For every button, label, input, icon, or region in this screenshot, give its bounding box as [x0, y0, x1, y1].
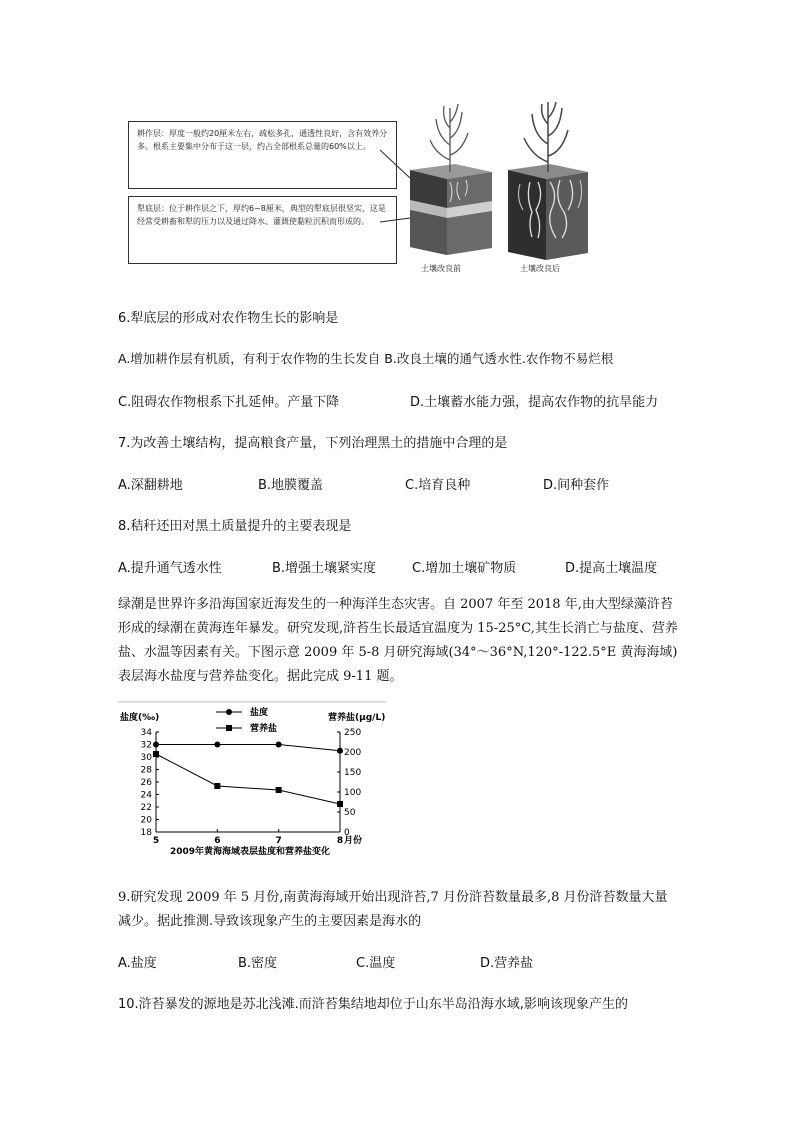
- question-7-option-b: B.地膜覆盖: [258, 478, 324, 493]
- plowpan-layer-textbox: [128, 196, 397, 264]
- left-tick-label: 32: [140, 740, 152, 751]
- plow-layer-text: 耕作层：厚度一般约20厘米左右，疏松多孔，通透性良好，含有效养分多。根系主要集中分布于这一层，约占全部根系总量的60%以上。: [137, 129, 388, 151]
- right-tick-label: 100: [344, 788, 362, 798]
- question-8-option-a: A.提升通气透水性: [118, 561, 222, 576]
- salinity-point: [276, 742, 282, 748]
- soil-block-before: [410, 164, 492, 255]
- left-tick-label: 22: [140, 803, 152, 813]
- question-8-option-d: D.提高土壤温度: [565, 561, 658, 576]
- x-tick-label: 7: [275, 836, 282, 846]
- chart-title: 2009年黄海海域表层盐度和营养盐变化: [169, 847, 331, 857]
- left-tick-label: 20: [140, 815, 152, 826]
- question-7-option-c: C.培育良种: [405, 478, 471, 493]
- left-tick-label: 18: [140, 828, 152, 838]
- green-tide-intro: 绿潮是世界许多沿海国家近海发生的一种海洋生态灾害。自 2007 年至 2018 年,由大型绿藻浒苔形成的绿潮在黄海连年暴发。研究发现,浒苔生长最适宜温度为 15-25°C,其生长消亡与盐度、营养盐、水温等因素有关。下图示意 2009 年 5-8 月研究海域(34°～36°N,120°-122.5°E 黄海海域)表层海水盐度与营养盐变化。据此完成 9-11 题。: [118, 597, 678, 684]
- nutrient-point: [276, 787, 282, 793]
- right-tick-label: 50: [344, 808, 356, 818]
- caption-before: 土壤改良前: [421, 264, 461, 273]
- series-line-circle: [156, 745, 340, 751]
- legend-square-icon: [226, 725, 232, 731]
- legend-label: 盐度: [250, 708, 269, 718]
- corn-plant-after: [524, 102, 568, 172]
- right-tick-label: 0: [344, 828, 350, 838]
- left-tick-label: 24: [140, 790, 152, 801]
- question-7-option-a: A.深翻耕地: [118, 478, 183, 493]
- left-tick-label: 28: [140, 765, 152, 776]
- left-tick-label: 34: [140, 728, 152, 738]
- question-8: 8.秸秆还田对黑土质量提升的主要表现是: [118, 519, 352, 534]
- question-8-option-c: C.增加土壤矿物质: [412, 561, 517, 576]
- question-7: 7.为改善土壤结构，提高粮食产量，下列治理黑土的措施中合理的是: [118, 436, 508, 451]
- connector-line-top: [380, 150, 410, 178]
- left-tick-label: 26: [140, 778, 152, 788]
- series-line-square: [156, 754, 340, 804]
- salinity-point: [214, 742, 220, 748]
- question-9: 9.研究发现 2009 年 5 月份,南黄海海域开始出现浒苔,7 月份浒苔数量最多,8 月份浒苔数量大量减少。据此推测.导致该现象产生的主要因素是海水的: [118, 890, 668, 929]
- x-tick-label: 8: [336, 836, 344, 846]
- soil-block-after: [508, 164, 588, 260]
- question-10: 10.浒苔暴发的源地是苏北浅滩.而浒苔集结地却位于山东半岛沿海水域,影响该现象产生的: [118, 997, 628, 1012]
- nutrient-point: [153, 751, 159, 757]
- question-9-option-b: B.密度: [238, 956, 278, 971]
- right-axis-label: 营养盐(μg/L): [328, 713, 386, 723]
- left-axis-label: 盐度(‰): [120, 713, 160, 723]
- question-7-option-d: D.间种套作: [543, 478, 610, 493]
- nutrient-point: [214, 783, 220, 789]
- plow-layer-textbox: [128, 121, 397, 189]
- left-tick-label: 30: [140, 753, 152, 763]
- question-6-option-d: D.土壤蓄水能力强，提高农作物的抗旱能力: [410, 395, 659, 410]
- legend-circle-icon: [226, 709, 232, 715]
- question-9-option-a: A.盐度: [118, 956, 157, 971]
- plowpan-layer-text: 犁底层：位于耕作层之下，厚约6~8厘米，典型的犁底层很坚实，这是经常受耕畜和犁的压力以及通过降水、灌溉使黏粒沉积而形成的。: [137, 204, 386, 226]
- right-tick-label: 150: [344, 768, 362, 778]
- question-6-options-ab: A.增加耕作层有机质，有利于农作物的生长发自 B.改良土壤的通气透水性.农作物不易烂根: [118, 351, 614, 366]
- salinity-point: [337, 748, 343, 754]
- salinity-nutrient-chart: [118, 700, 388, 860]
- x-tick-label: 6: [214, 836, 221, 846]
- question-9-option-c: C.温度: [356, 956, 396, 971]
- soil-illustration: [380, 100, 680, 280]
- question-6: 6.犁底层的形成对农作物生长的影响是: [118, 311, 339, 326]
- question-9-option-d: D.营养盐: [480, 956, 534, 971]
- question-8-option-b: B.增强土壤紧实度: [272, 561, 377, 576]
- corn-plant-before: [430, 104, 468, 172]
- question-6-option-c: C.阻碍农作物根系下扎延伸。产量下降: [118, 395, 340, 410]
- nutrient-point: [337, 801, 343, 807]
- right-tick-label: 200: [344, 748, 362, 758]
- caption-after: 土壤改良后: [520, 264, 560, 273]
- x-tick-label: 5: [152, 836, 160, 846]
- legend-label: 营养盐: [250, 724, 278, 734]
- salinity-point: [153, 742, 159, 748]
- chart-legend: [216, 706, 277, 734]
- x-axis-label: 月份: [344, 836, 363, 846]
- right-tick-label: 250: [344, 728, 362, 738]
- connector-line-bottom: [380, 218, 410, 222]
